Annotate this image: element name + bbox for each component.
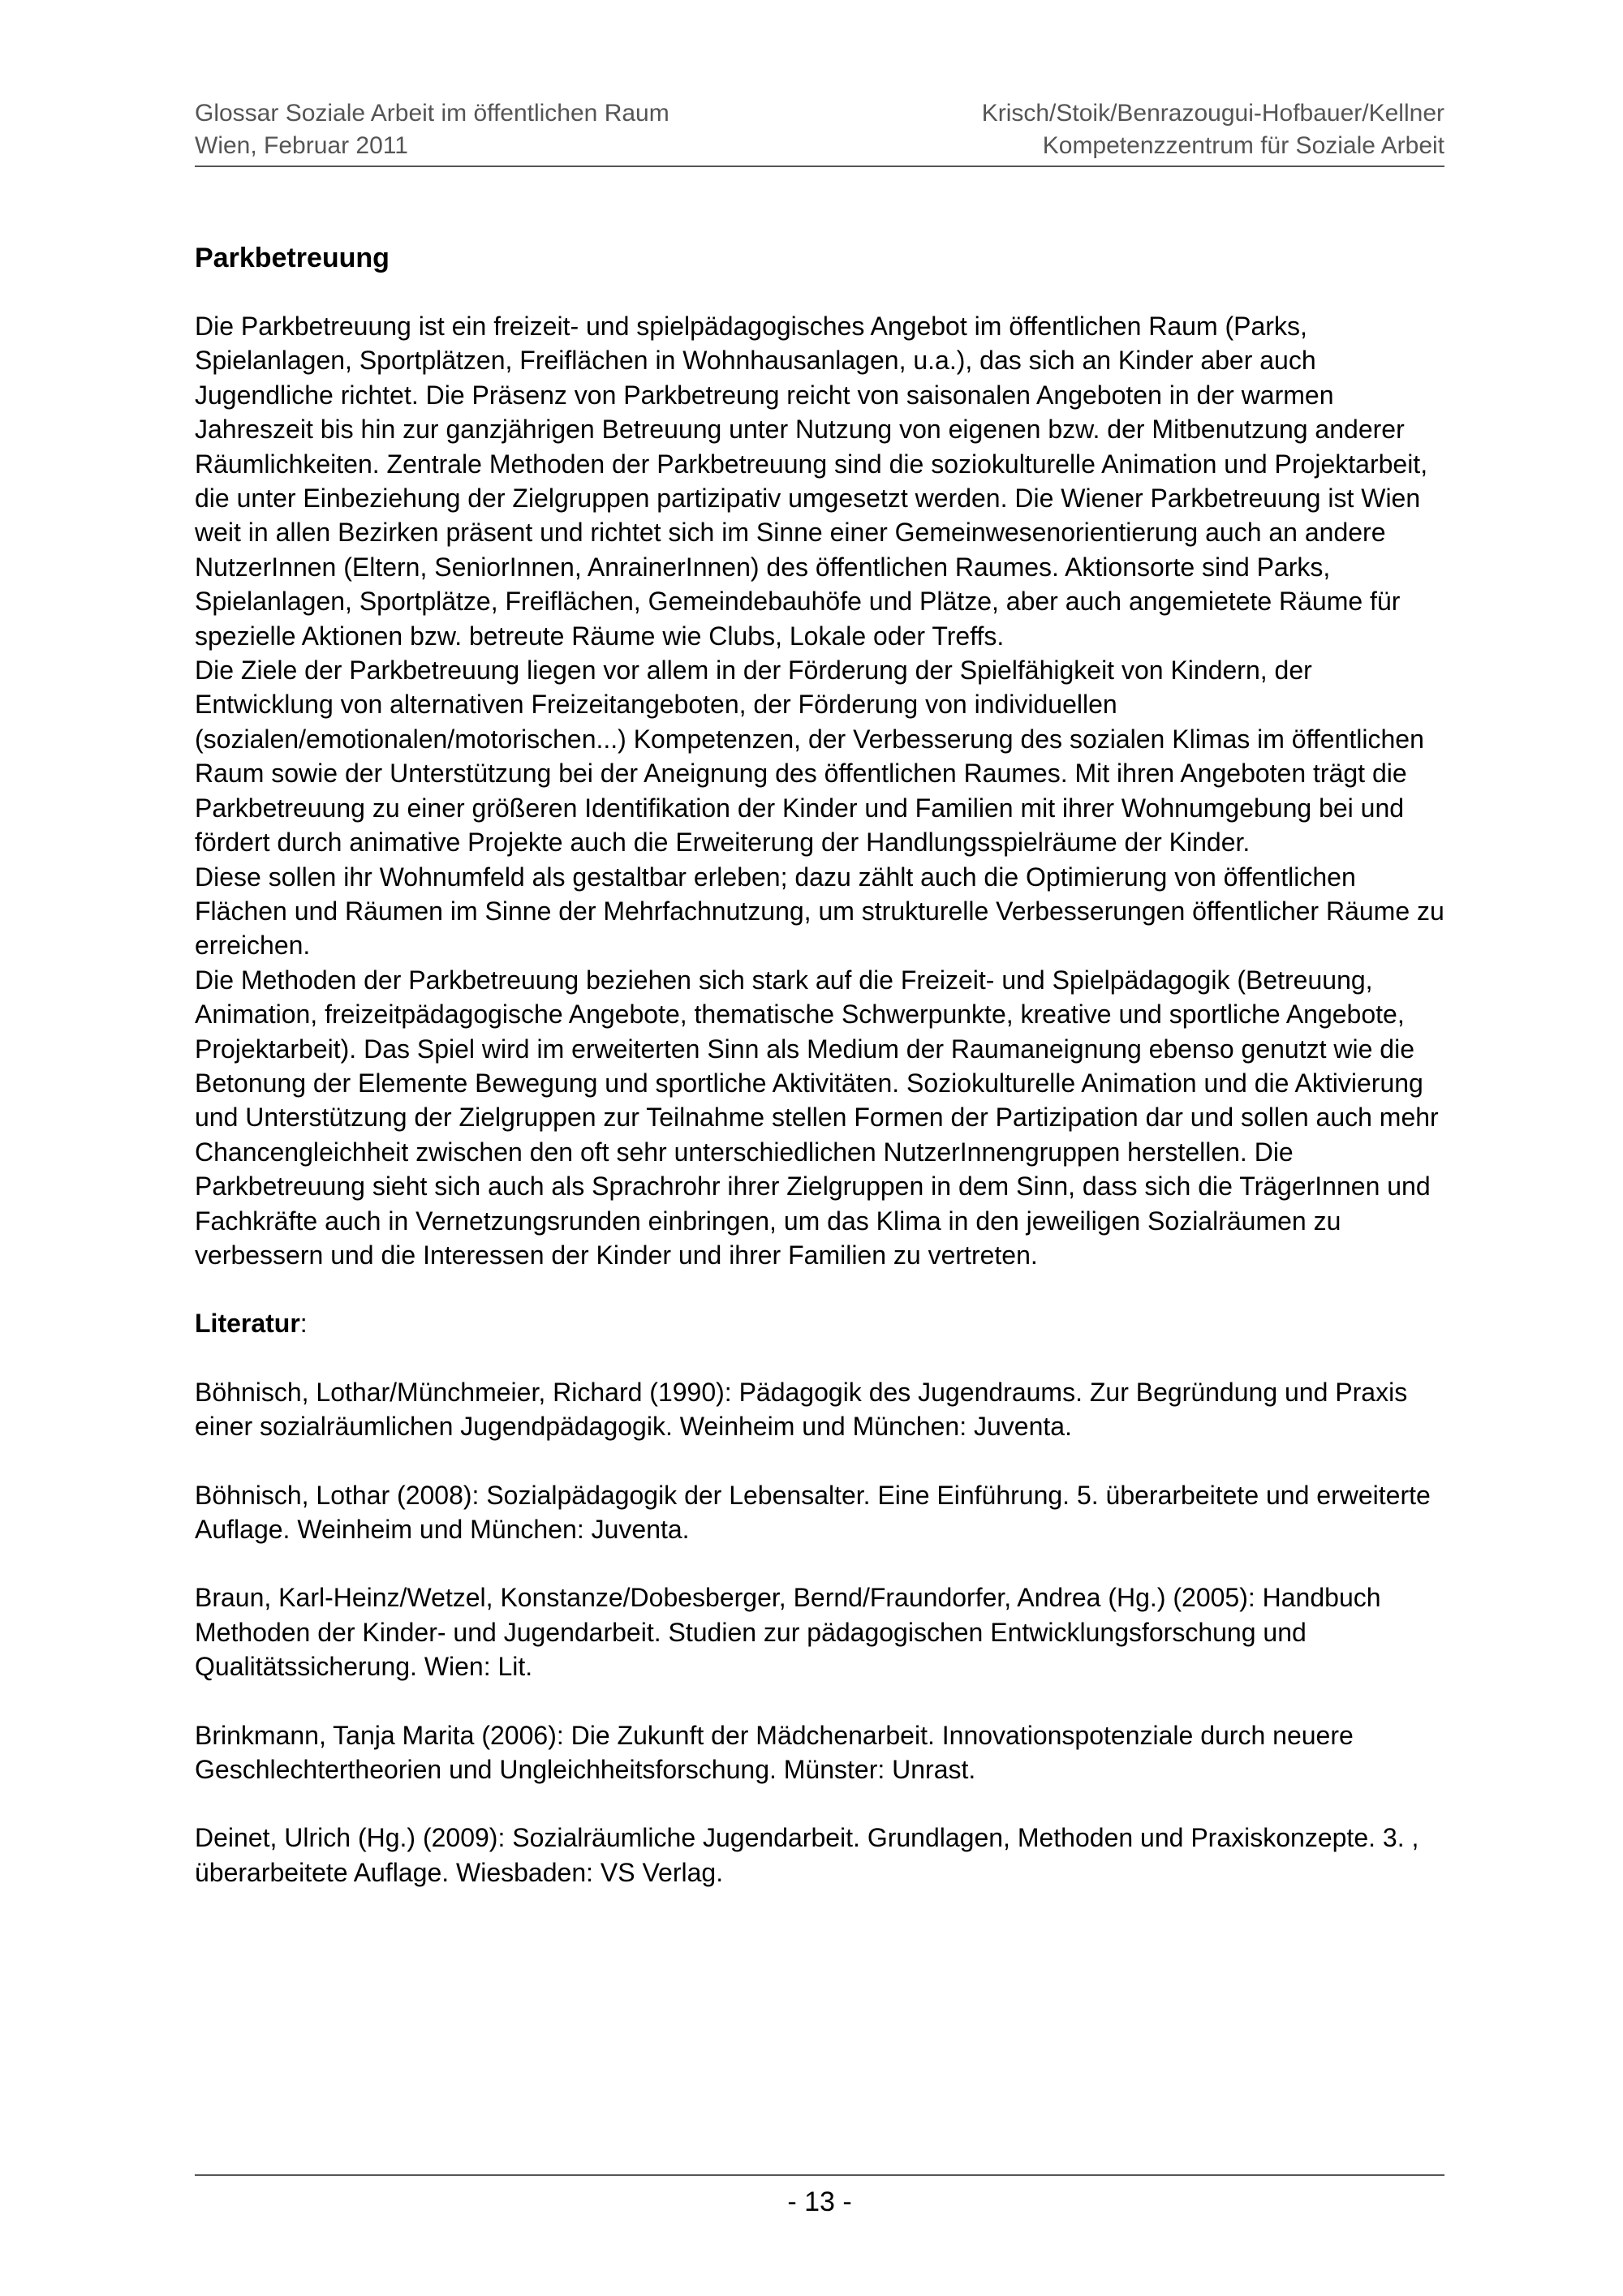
body-paragraph: Diese sollen ihr Wohnumfeld als gestaltbar erleben; dazu zählt auch die Optimierung von öffentlichen Flächen und Räumen im Sinne der Mehrfachnutzung, um strukturelle Verbesserungen öffentlicher Räume zu erreichen. — [195, 862, 1444, 961]
section-body — [195, 309, 1444, 1272]
body-paragraph: Die Methoden der Parkbetreuung beziehen sich stark auf die Freizeit- und Spielpädagogik (Betreuung, Animation, freizeitpädagogische Angebote, thematische Schwerpunkte, kreative und sportliche Angebote, Projektarbeit). Das Spiel wird im erweiterten Sinn als Medium der Raumaneignung ebenso genutzt wie die Betonung der Elemente Bewegung und sportliche Aktivitäten. Soziokulturelle Animation und die Aktivierung und Unterstützung der Zielgruppen zur Teilnahme stellen Formen der Partizipation dar und sollen auch mehr Chancengleichheit zwischen den oft sehr unterschiedlichen NutzerInnengruppen herstellen. Die Parkbetreuung sieht sich auch als Sprachrohr ihrer Zielgruppen in dem Sinn, dass sich die TrägerInnen und Fachkräfte auch in Vernetzungsrunden einbringen, um das Klima in den jeweiligen Sozialräumen zu verbessern und die Interessen der Kinder und ihrer Familien zu vertreten. — [195, 965, 1439, 1270]
reference-list — [195, 1375, 1444, 1890]
body-paragraph: Die Parkbetreuung ist ein freizeit- und spielpädagogisches Angebot im öffentlichen Raum (Parks, Spielanlagen, Sportplätzen, Freiflächen in Wohnhausanlagen, u.a.), das sich an Kinder aber auch Jugendliche richtet. Die Präsenz von Parkbetreung reicht von saisonalen Angeboten in der warmen Jahreszeit bis hin zur ganzjährigen Betreuung unter Nutzung von eigenen bzw. der Mitbenutzung anderer Räumlichkeiten. Zentrale Methoden der Parkbetreuung sind die soziokulturelle Animation und Projektarbeit, die unter Einbeziehung der Zielgruppen partizipativ umgesetzt werden. Die Wiener Parkbetreuung ist Wien weit in allen Bezirken präsent und richtet sich im Sinne einer Gemeinwesenorientierung auch an andere NutzerInnen (Eltern, SeniorInnen, AnrainerInnen) des öffentlichen Raumes. Aktionsorte sind Parks, Spielanlagen, Sportplätze, Freiflächen, Gemeindebauhöfe und Plätze, aber auch angemietete Räume für spezielle Aktionen bzw. betreute Räume wie Clubs, Lokale oder Treffs. — [195, 312, 1428, 651]
reference-item: Deinet, Ulrich (Hg.) (2009): Sozialräumliche Jugendarbeit. Grundlagen, Methoden und Praxiskonzepte. 3. , überarbeitete Auflage. Wiesbaden: VS Verlag. — [195, 1823, 1419, 1887]
reference-item: Braun, Karl-Heinz/Wetzel, Konstanze/Dobesberger, Bernd/Fraundorfer, Andrea (Hg.) (2005): Handbuch Methoden der Kinder- und Jugendarbeit. Studien zur pädagogischen Entwicklungsforschung und Qualitätssicherung. Wien: Lit. — [195, 1583, 1381, 1682]
page-header — [195, 97, 1444, 167]
reference-item: Böhnisch, Lothar/Münchmeier, Richard (1990): Pädagogik des Jugendraums. Zur Begründung und Praxis einer sozialräumlichen Jugendpädagogik. Weinheim und München: Juventa. — [195, 1377, 1408, 1442]
header-left — [195, 97, 669, 162]
page-number: - 13 - — [787, 2186, 852, 2217]
section-title: Parkbetreuung — [195, 243, 390, 273]
reference-item: Böhnisch, Lothar (2008): Sozialpädagogik der Lebensalter. Eine Einführung. 5. überarbeitete und erweiterte Auflage. Weinheim und München: Juventa. — [195, 1480, 1431, 1544]
body-paragraph: Die Ziele der Parkbetreuung liegen vor allem in der Förderung der Spielfähigkeit von Kindern, der Entwicklung von alternativen Freizeitangeboten, der Förderung von individuellen (sozialen/emotionalen/motorischen...) Kompetenzen, der Verbesserung des sozialen Klimas im öffentlichen Raum sowie der Unterstützung bei der Aneignung des öffentlichen Raumes. Mit ihren Angeboten trägt die Parkbetreuung zu einer größeren Identifikation der Kinder und Familien mit ihrer Wohnumgebung bei und fördert durch animative Projekte auch die Erweiterung der Handlungsspielräume der Kinder. — [195, 656, 1424, 858]
page-content — [195, 241, 1444, 1924]
literature-heading-colon: : — [299, 1309, 308, 1339]
literature-heading — [195, 1306, 1444, 1340]
header-date: Wien, Februar 2011 — [195, 132, 408, 159]
literature-heading-label: Literatur — [195, 1309, 300, 1339]
header-right — [982, 97, 1444, 162]
header-document-title: Glossar Soziale Arbeit im öffentlichen Raum — [195, 100, 669, 127]
header-authors: Krisch/Stoik/Benrazougui-Hofbauer/Kellner — [981, 100, 1444, 127]
page-footer — [195, 2174, 1444, 2220]
header-institution: Kompetenzzentrum für Soziale Arbeit — [1042, 132, 1444, 159]
reference-item: Brinkmann, Tanja Marita (2006): Die Zukunft der Mädchenarbeit. Innovationspotenziale durch neuere Geschlechtertheorien und Ungleichheitsforschung. Münster: Unrast. — [195, 1720, 1354, 1785]
